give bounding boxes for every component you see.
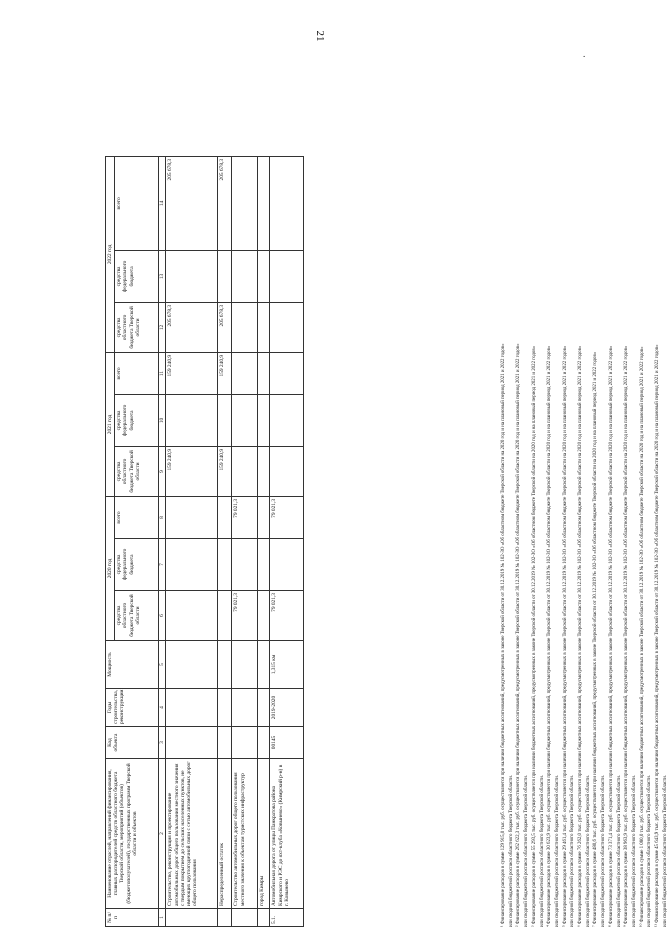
cell-total-2021: 159 240,9 — [218, 352, 232, 394]
header-federal-2020: средства федерального бюджета — [115, 539, 159, 591]
footnote-line: или сводной бюджетной росписи областного бюджета Тверской области. — [554, 775, 560, 927]
cell-regional-2020: 79 021,3 — [232, 591, 258, 641]
cell-regional-2020: 79 021,3 — [270, 591, 304, 641]
column-numbers-row — [159, 156, 166, 926]
footnote-line: или сводной бюджетной росписи областного бюджета Тверской области. — [539, 775, 545, 927]
header-regional-2022: средства областного бюджета Тверской области — [115, 302, 159, 352]
footnote-line: ⁴ Финансирование расходов в сумме 30 623,9 тыс. руб. осуществляется при наличии бюджетных ассигнований, предусмотренных в законе Тверской области от 30.12.2019 № 102-ЗО «Об областном бюджете Тверской области на 2020 год и на плановый период 2021 и 2022 годов» — [547, 345, 553, 927]
footnote-line: или сводной бюджетной росписи областного бюджета Тверской области. — [616, 775, 622, 927]
page-number: 21 — [314, 30, 326, 42]
row-name: город Кимры — [258, 759, 270, 909]
header-2021: 2021 год — [106, 352, 115, 496]
col-num: 9 — [159, 446, 166, 496]
header-n: № п/п — [106, 909, 159, 927]
cell-total-2020: 79 021,3 — [270, 496, 304, 538]
header-federal-2021: средства федерального бюджета — [115, 394, 159, 446]
table-row — [232, 156, 258, 926]
header-federal-2022: средства федерального бюджета — [115, 250, 159, 302]
table-row — [166, 156, 218, 926]
footnote-line: или сводной бюджетной росписи областного бюджета Тверской области. — [585, 775, 591, 927]
col-num: 5 — [159, 641, 166, 689]
header-total-2020: всего — [115, 496, 159, 538]
col-num: 8 — [159, 496, 166, 538]
cell-years: 2019-2020 — [270, 689, 304, 727]
header-2022: 2022 год — [106, 156, 115, 352]
footnotes — [500, 157, 669, 927]
col-num: 3 — [159, 727, 166, 759]
header-total-2021: всего — [115, 352, 159, 394]
footnote-line: или сводной бюджетной росписи областного бюджета Тверской области. — [524, 775, 530, 927]
cell-total-2021: 159 240,9 — [166, 352, 218, 394]
footnote-line: ⁶ Финансирование расходов в сумме 76 262,0 тыс. руб. осуществляется при наличии бюджетных ассигнований, предусмотренных в законе Тверской области от 30.12.2019 № 102-ЗО «Об областном бюджете Тверской области на 2020 год и на плановый период 2021 и 2022 годов» — [578, 345, 584, 927]
footnote-line: ¹¹ Финансирование расходов в сумме 45 643,9 тыс. руб. осуществляется при наличии бюджетных ассигнований, предусмотренных в законе Тверской области от 30.12.2019 № 102-ЗО «Об областном бюджете Тверской области на 2020 год и на плановый период 2021 и 2022 годов» — [655, 344, 661, 927]
cell-total-2022: 205 678,3 — [218, 156, 232, 250]
header-regional-2021: средства областного бюджета Тверской области — [115, 446, 159, 496]
footnote-line: или сводной бюджетной росписи областного бюджета Тверской области. — [601, 775, 607, 927]
header-years: Годы строительства, реконструкции — [106, 689, 159, 727]
col-num: 12 — [159, 302, 166, 352]
footnote-line: или сводной бюджетной росписи областного бюджета Тверской области. — [570, 775, 576, 927]
table-row — [270, 156, 304, 926]
table-row — [218, 156, 232, 926]
footnote-line: или сводной бюджетной росписи областного бюджета Тверской области. — [508, 775, 514, 927]
footnote-line: ¹ Финансирование расходов в сумме 129 915,0 тыс. руб. осуществляется при наличии бюджетных ассигнований, предусмотренных в законе Тверской области от 30.12.2019 № 102-ЗО «Об областном бюджете Тверской области на 2020 год и на плановый период 2021 и 2022 годов» — [501, 343, 506, 927]
rotated-document-sheet — [105, 157, 668, 927]
footnote-line: ⁸ Финансирование расходов в сумме 73 371,4 тыс. руб. осуществляется при наличии бюджетных ассигнований, предусмотренных в законе Тверской области от 30.12.2019 № 102-ЗО «Об областном бюджете Тверской области на 2020 год и на плановый период 2021 и 2022 годов» — [608, 345, 614, 927]
col-num: 11 — [159, 352, 166, 394]
footnote-line: или сводной бюджетной росписи областного бюджета Тверской области. — [662, 775, 668, 927]
col-num: 6 — [159, 591, 166, 641]
row-number: 5.1. — [270, 909, 304, 927]
cell-regional-2021: 159 240,9 — [166, 446, 218, 496]
header-code: Код объекта — [106, 727, 159, 759]
header-2020: 2020 год — [106, 496, 115, 640]
cell-regional-2022: 205 678,3 — [166, 302, 218, 352]
col-num: 4 — [159, 689, 166, 727]
footnote-line: ⁹ Финансирование расходов в сумме 38 963,9 тыс. руб. осуществляется при наличии бюджетных ассигнований, предусмотренных в законе Тверской области от 30.12.2019 № 102-ЗО «Об областном бюджете Тверской области на 2020 год и на плановый период 2021 и 2022 годов» — [624, 345, 630, 927]
footnote-line: ² Финансирование расходов в сумме 262 622,3 тыс. руб. осуществляется при наличии бюджетных ассигнований, предусмотренных в законе Тверской области от 30.12.2019 № 102-ЗО «Об областном бюджете Тверской области на 2020 год и на плановый период 2021 и 2022 годов» — [516, 343, 522, 927]
header-total-2022: всего — [115, 156, 159, 250]
footnote-line: ⁷ Финансирование расходов в сумме 480,6 тыс. руб. осуществляется при наличии бюджетных ассигнований, предусмотренных в законе Тверской области от 30.12.2019 № 102-ЗО «Об областном бюджете Тверской области на 2020 год и на плановый период 2021 и 2022 годов» — [593, 351, 599, 927]
investment-table — [105, 156, 304, 927]
footnote-line: ³ Финансирование расходов в сумме 55 293,5 тыс. руб. осуществляется при наличии бюджетных ассигнований, предусмотренных в законе Тверской области от 30.12.2019 № 102-ЗО «Об областном бюджете Тверской области на 2020 год и на плановый период 2021 и 2022 годов» — [531, 345, 537, 927]
footnote-line: ⁵ Финансирование расходов в сумме 29 461,4 тыс. руб. осуществляется при наличии бюджетных ассигнований, предусмотренных в законе Тверской области от 30.12.2019 № 102-ЗО «Об областном бюджете Тверской области на 2020 год и на плановый период 2021 и 2022 годов» — [562, 345, 568, 927]
row-name: Строительство автомобильных дорог общего пользования местного значения к объектам туристских инфраструктур — [232, 759, 258, 909]
row-name: Нераспределенный остаток — [218, 759, 232, 909]
header-row-years — [106, 156, 115, 926]
cell-total-2022: 205 678,3 — [166, 156, 218, 250]
col-num: 7 — [159, 539, 166, 591]
footnote-line: или сводной бюджетной росписи областного бюджета Тверской области. — [647, 775, 653, 927]
row-name: Автомобильная дорога от улицы Панкратова района Кимрского и РЭС до яхт-клуба «Ковынево» (Кимрский р-н) в г. Ковынево — [270, 759, 304, 909]
col-num: 1 — [159, 909, 166, 927]
row-name: Строительство, реконструкция и проектирование автомобильных дорог общего пользования местного значения с твердым покрытием до сельских населенных пунктов, не имеющих круглогодичной связи с сетью автомобильных дорог общего пользования — [166, 759, 218, 909]
col-num: 13 — [159, 250, 166, 302]
header-regional-2020: средства областного бюджета Тверской области — [115, 591, 159, 641]
footnote-line: или сводной бюджетной росписи областного бюджета Тверской области. — [631, 775, 637, 927]
cell-regional-2022: 205 678,3 — [218, 302, 232, 352]
col-num: 2 — [159, 759, 166, 909]
table-row — [258, 156, 270, 926]
cell-regional-2021: 159 240,9 — [218, 446, 232, 496]
footnote-line: ¹⁰ Финансирование расходов в сумме 1 080,0 тыс. руб. осуществляется при наличии бюджетных ассигнований, предусмотренных в законе Тверской области от 30.12.2019 № 102-ЗО «Об областном бюджете Тверской области на 2020 год и на плановый период 2021 и 2022 годов» — [639, 346, 645, 927]
col-num: 10 — [159, 394, 166, 446]
cell-capacity: 1,315 км — [270, 641, 304, 689]
header-capacity: Мощность — [106, 641, 159, 689]
col-num: 14 — [159, 156, 166, 250]
cell-total-2020: 79 021,3 — [232, 496, 258, 538]
page-mark: . — [583, 49, 586, 59]
header-name: Наименование отраслей, направлений финансирования, главных распорядителей средств областного бюджета Тверской области, мероприятий (объектов) (бюджетополучателей), государственных программ Тверской области и объектов — [106, 759, 159, 909]
cell-code: 00145 — [270, 727, 304, 759]
